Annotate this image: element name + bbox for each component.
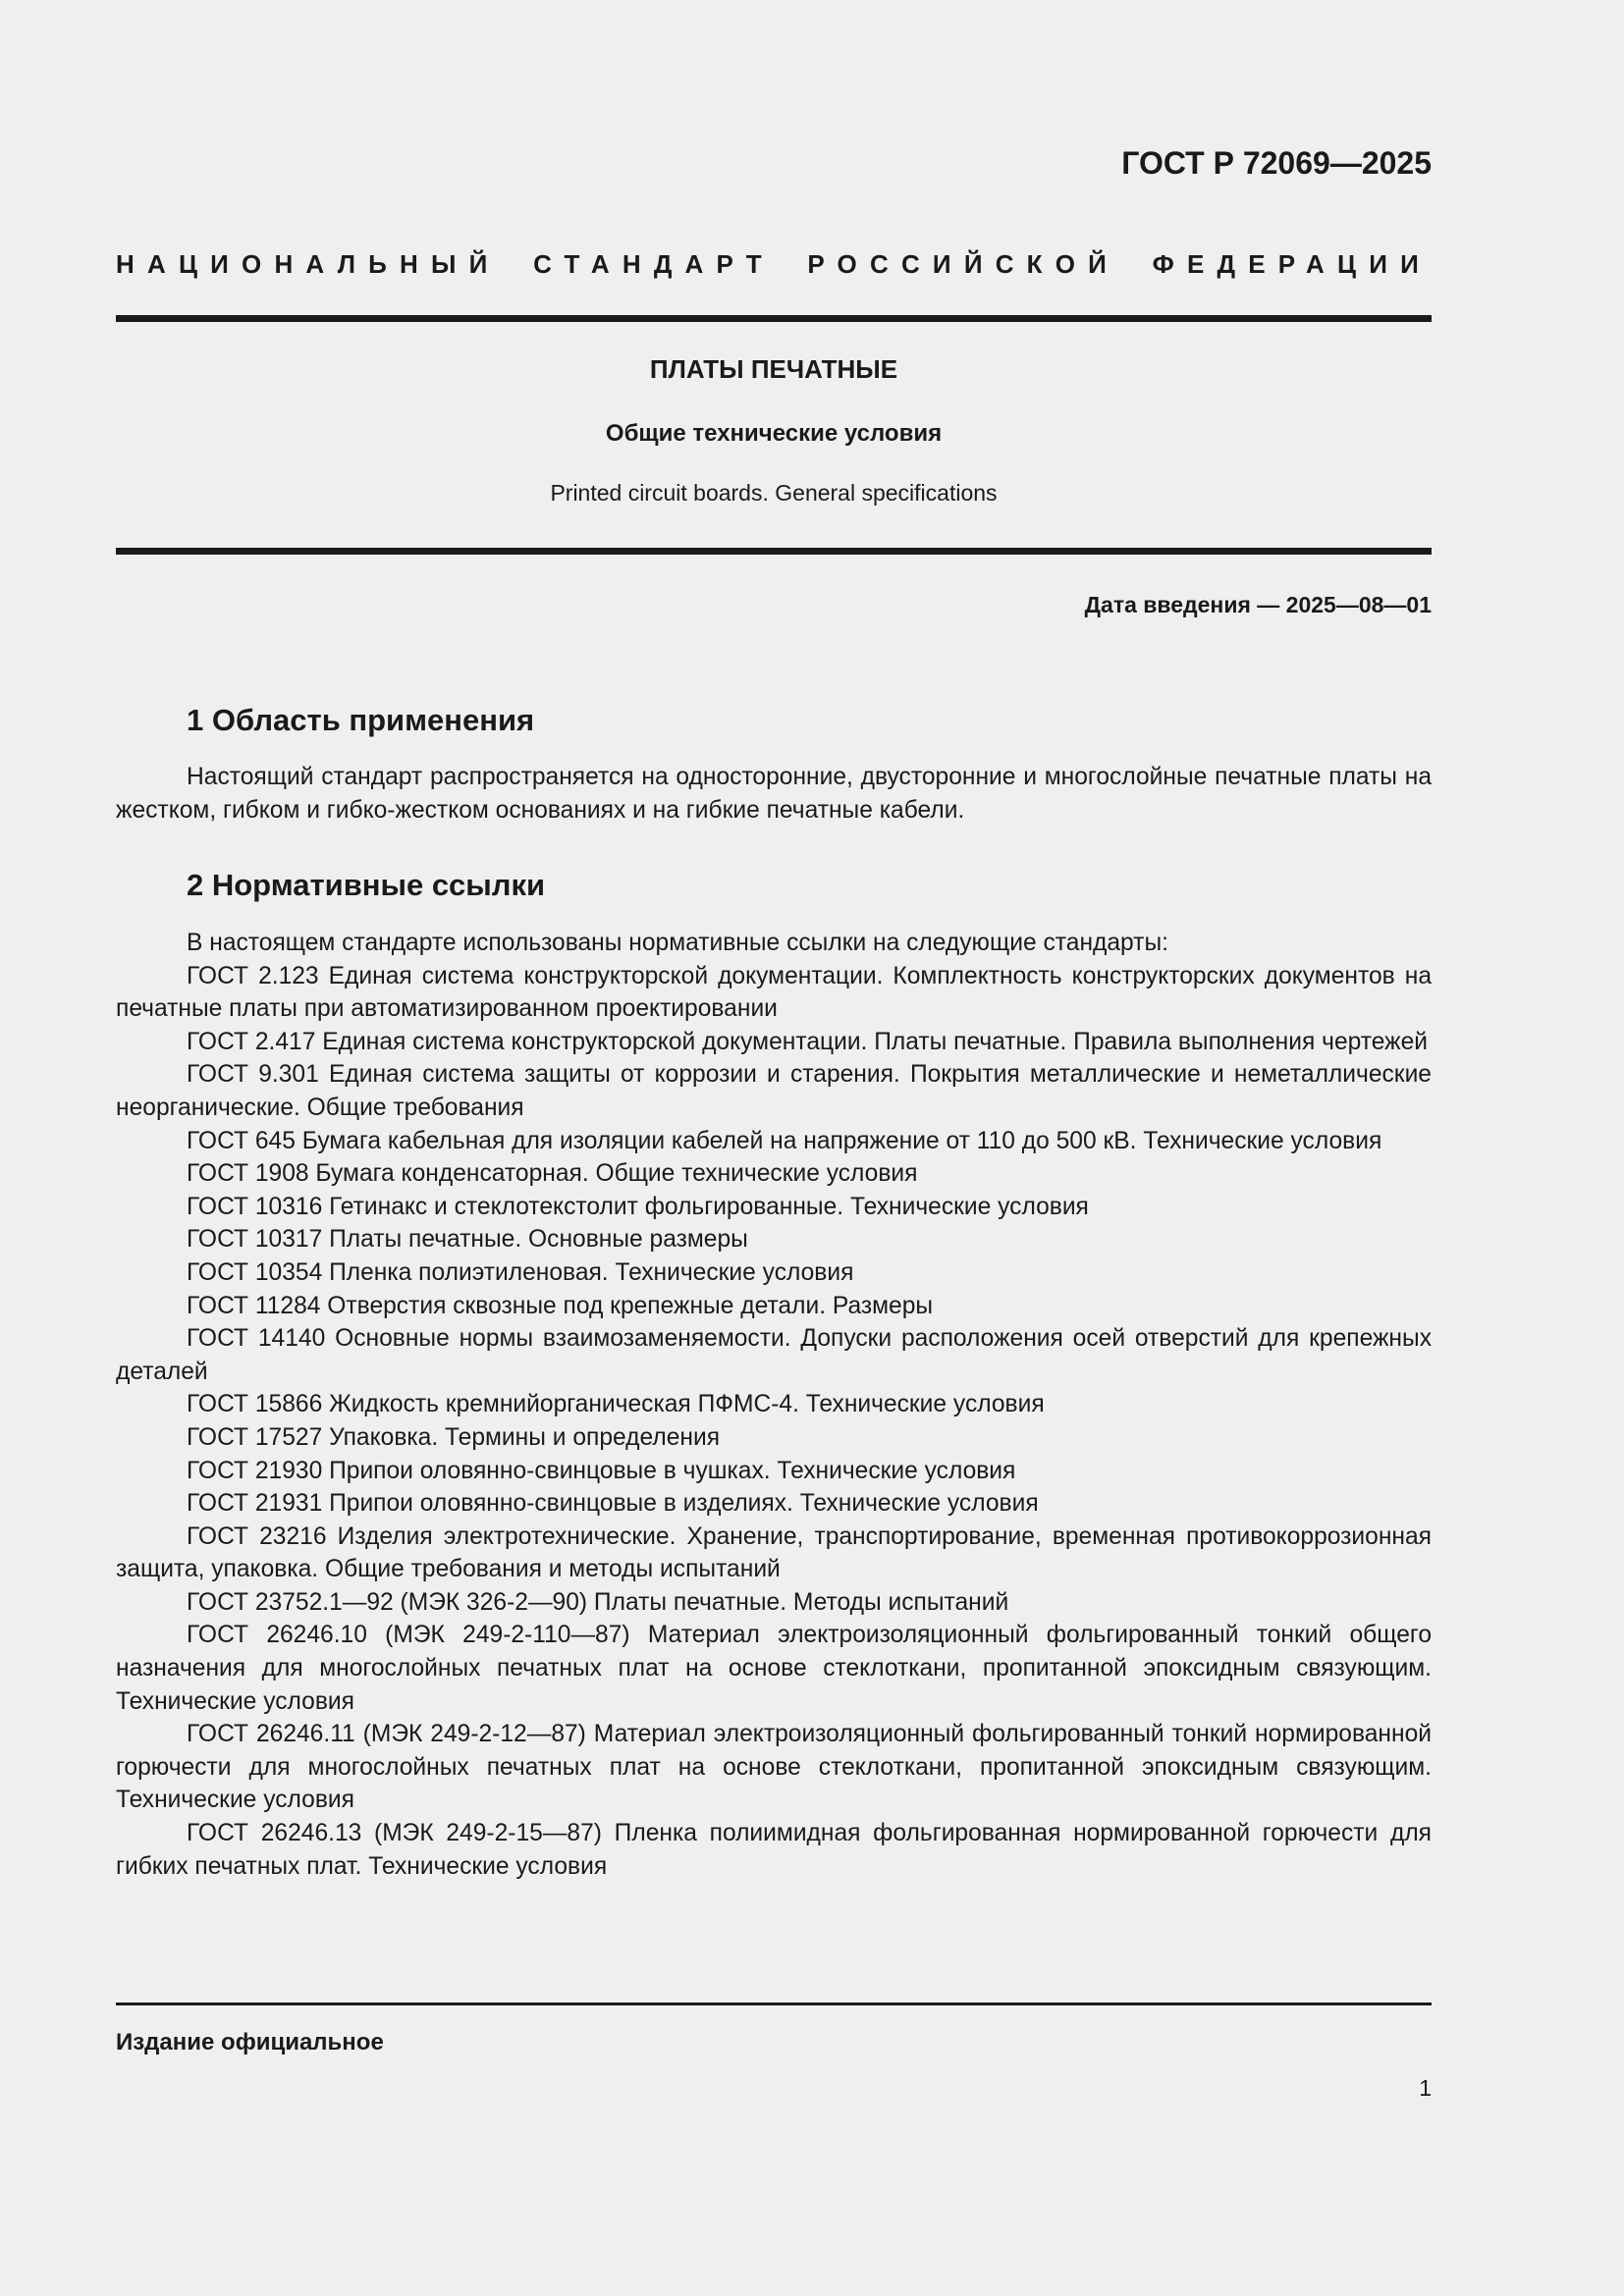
- references-intro: В настоящем стандарте использованы нормативные ссылки на следующие стандарты:: [187, 930, 1168, 956]
- official-edition-label: Издание официальное: [116, 2029, 384, 2056]
- reference-item: ГОСТ 21931 Припои оловянно-свинцовые в изделиях. Технические условия: [187, 1490, 1039, 1518]
- standard-number: ГОСТ Р 72069—2025: [1121, 145, 1432, 181]
- section-1-text: Настоящий стандарт распространяется на односторонние, двусторонние и многослойные печатные платы на жестком, гибком и гибко-жестком основаниях и на гибкие печатные кабели.: [116, 764, 1432, 824]
- introduction-date: Дата введения — 2025—08—01: [1084, 592, 1432, 617]
- top-rule: [116, 315, 1432, 322]
- reference-item: ГОСТ 21930 Припои оловянно-свинцовые в чушках. Технические условия: [187, 1457, 1016, 1484]
- reference-item: ГОСТ 15866 Жидкость кремнийорганическая ПФМС-4. Технические условия: [187, 1391, 1045, 1418]
- reference-item: ГОСТ 11284 Отверстия сквозные под крепежные детали. Размеры: [187, 1292, 934, 1319]
- middle-rule: [116, 548, 1432, 555]
- section-2-heading: 2 Нормативные ссылки: [187, 868, 546, 902]
- reference-item: ГОСТ 26246.11 (МЭК 249-2-12—87) Материал электроизоляционный фольгированный тонкий нормированной горючести для многослойных печатных плат на основе стеклоткани, пропитанной эпоксидным связующим. Технические условия: [116, 1721, 1432, 1814]
- document-page: [116, 0, 1432, 2296]
- reference-item: ГОСТ 2.417 Единая система конструкторской документации. Платы печатные. Правила выполнения чертежей: [187, 1028, 1429, 1055]
- english-title: Printed circuit boards. General specifications: [550, 480, 998, 506]
- document-title: ПЛАТЫ ПЕЧАТНЫЕ: [649, 354, 898, 384]
- reference-item: ГОСТ 26246.10 (МЭК 249-2-110—87) Материал электроизоляционный фольгированный тонкий общего назначения для многослойных печатных плат на основе стеклоткани, пропитанной эпоксидным связующим. Технические условия: [116, 1622, 1432, 1715]
- footer-rule: [116, 2002, 1432, 2005]
- reference-item: ГОСТ 1908 Бумага конденсаторная. Общие технические условия: [187, 1160, 918, 1188]
- reference-item: ГОСТ 2.123 Единая система конструкторской документации. Комплектность конструкторских документов на печатные платы при автоматизированном проектировании: [116, 962, 1432, 1023]
- page-number: 1: [1419, 2075, 1432, 2101]
- reference-item: ГОСТ 10316 Гетинакс и стеклотекстолит фольгированные. Технические условия: [187, 1193, 1089, 1220]
- reference-item: ГОСТ 23752.1—92 (МЭК 326-2—90) Платы печатные. Методы испытаний: [187, 1588, 1009, 1616]
- reference-item: ГОСТ 10317 Платы печатные. Основные размеры: [187, 1226, 748, 1254]
- reference-item: ГОСТ 23216 Изделия электротехнические. Хранение, транспортирование, временная противокоррозионная защита, упаковка. Общие требования и методы испытаний: [116, 1522, 1432, 1583]
- reference-item: ГОСТ 26246.13 (МЭК 249-2-15—87) Пленка полиимидная фольгированная нормированной горючести для гибких печатных плат. Технические условия: [116, 1820, 1432, 1880]
- reference-item: ГОСТ 17527 Упаковка. Термины и определения: [187, 1423, 721, 1451]
- section-1-heading: 1 Область применения: [187, 703, 535, 737]
- national-standard-banner: НАЦИОНАЛЬНЫЙ СТАНДАРТ РОССИЙСКОЙ ФЕДЕРАЦИИ: [116, 249, 1432, 279]
- reference-item: ГОСТ 9.301 Единая система защиты от коррозии и старения. Покрытия металлические и неметаллические неорганические. Общие требования: [116, 1061, 1432, 1121]
- reference-item: ГОСТ 10354 Пленка полиэтиленовая. Технические условия: [187, 1258, 854, 1286]
- document-subtitle: Общие технические условия: [605, 420, 943, 447]
- reference-item: ГОСТ 14140 Основные нормы взаимозаменяемости. Допуски расположения осей отверстий для крепежных деталей: [116, 1325, 1432, 1385]
- reference-item: ГОСТ 645 Бумага кабельная для изоляции кабелей на напряжение от 110 до 500 кВ. Технические условия: [187, 1127, 1382, 1154]
- normative-references-list: [116, 927, 1432, 1883]
